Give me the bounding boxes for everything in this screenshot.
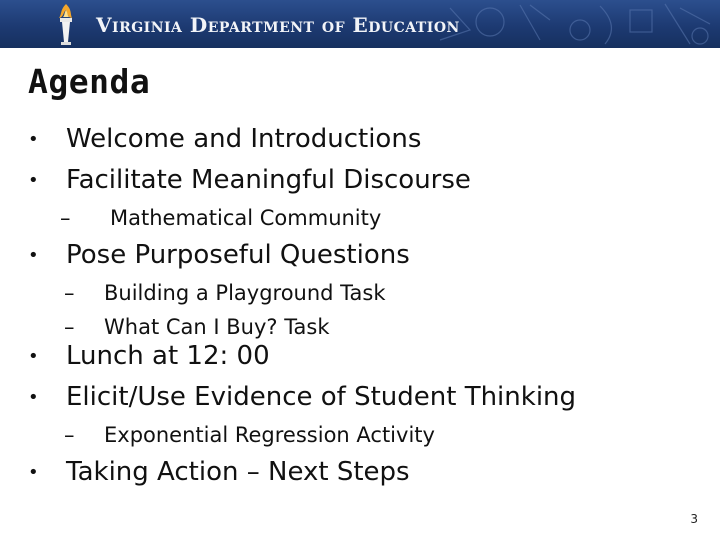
- dash-icon: –: [64, 423, 75, 447]
- bullet-icon: •: [28, 346, 39, 367]
- agenda-item-text: Pose Purposeful Questions: [66, 240, 410, 270]
- agenda-item-text: Facilitate Meaningful Discourse: [66, 165, 471, 195]
- header-banner: [0, 0, 720, 48]
- agenda-subitem-text: What Can I Buy? Task: [104, 315, 330, 339]
- agenda-item: [28, 165, 471, 195]
- agenda-item: [28, 341, 270, 371]
- agenda-subitem: [64, 315, 330, 339]
- agenda-item: [28, 382, 576, 412]
- agenda-subitem: [64, 423, 435, 447]
- bullet-icon: •: [28, 129, 39, 150]
- agenda-item: [28, 124, 421, 154]
- agenda-subitem-text: Exponential Regression Activity: [104, 423, 435, 447]
- dash-icon: –: [64, 315, 75, 339]
- agenda-subitem-text: Mathematical Community: [110, 206, 382, 230]
- agenda-subitem: [64, 281, 386, 305]
- slide-heading: Agenda: [28, 62, 151, 101]
- torch-logo-icon: [50, 2, 82, 46]
- bullet-icon: •: [28, 387, 39, 408]
- agenda-item-text: Elicit/Use Evidence of Student Thinking: [66, 382, 577, 412]
- organization-title: Virginia Department of Education: [96, 13, 460, 37]
- agenda-item-text: Taking Action – Next Steps: [66, 457, 410, 487]
- page-number: 3: [690, 512, 698, 526]
- banner-decoration: [430, 0, 720, 48]
- bullet-icon: •: [28, 245, 39, 266]
- bullet-icon: •: [28, 462, 39, 483]
- bullet-icon: •: [28, 170, 39, 191]
- agenda-item-text: Lunch at 12: 00: [66, 341, 270, 371]
- agenda-item: [28, 457, 410, 487]
- agenda-subitem-text: Building a Playground Task: [104, 281, 386, 305]
- agenda-item-text: Welcome and Introductions: [66, 124, 422, 154]
- dash-icon: –: [64, 281, 75, 305]
- dash-icon: –: [60, 206, 71, 230]
- agenda-item: [28, 240, 410, 270]
- agenda-subitem: [60, 206, 381, 230]
